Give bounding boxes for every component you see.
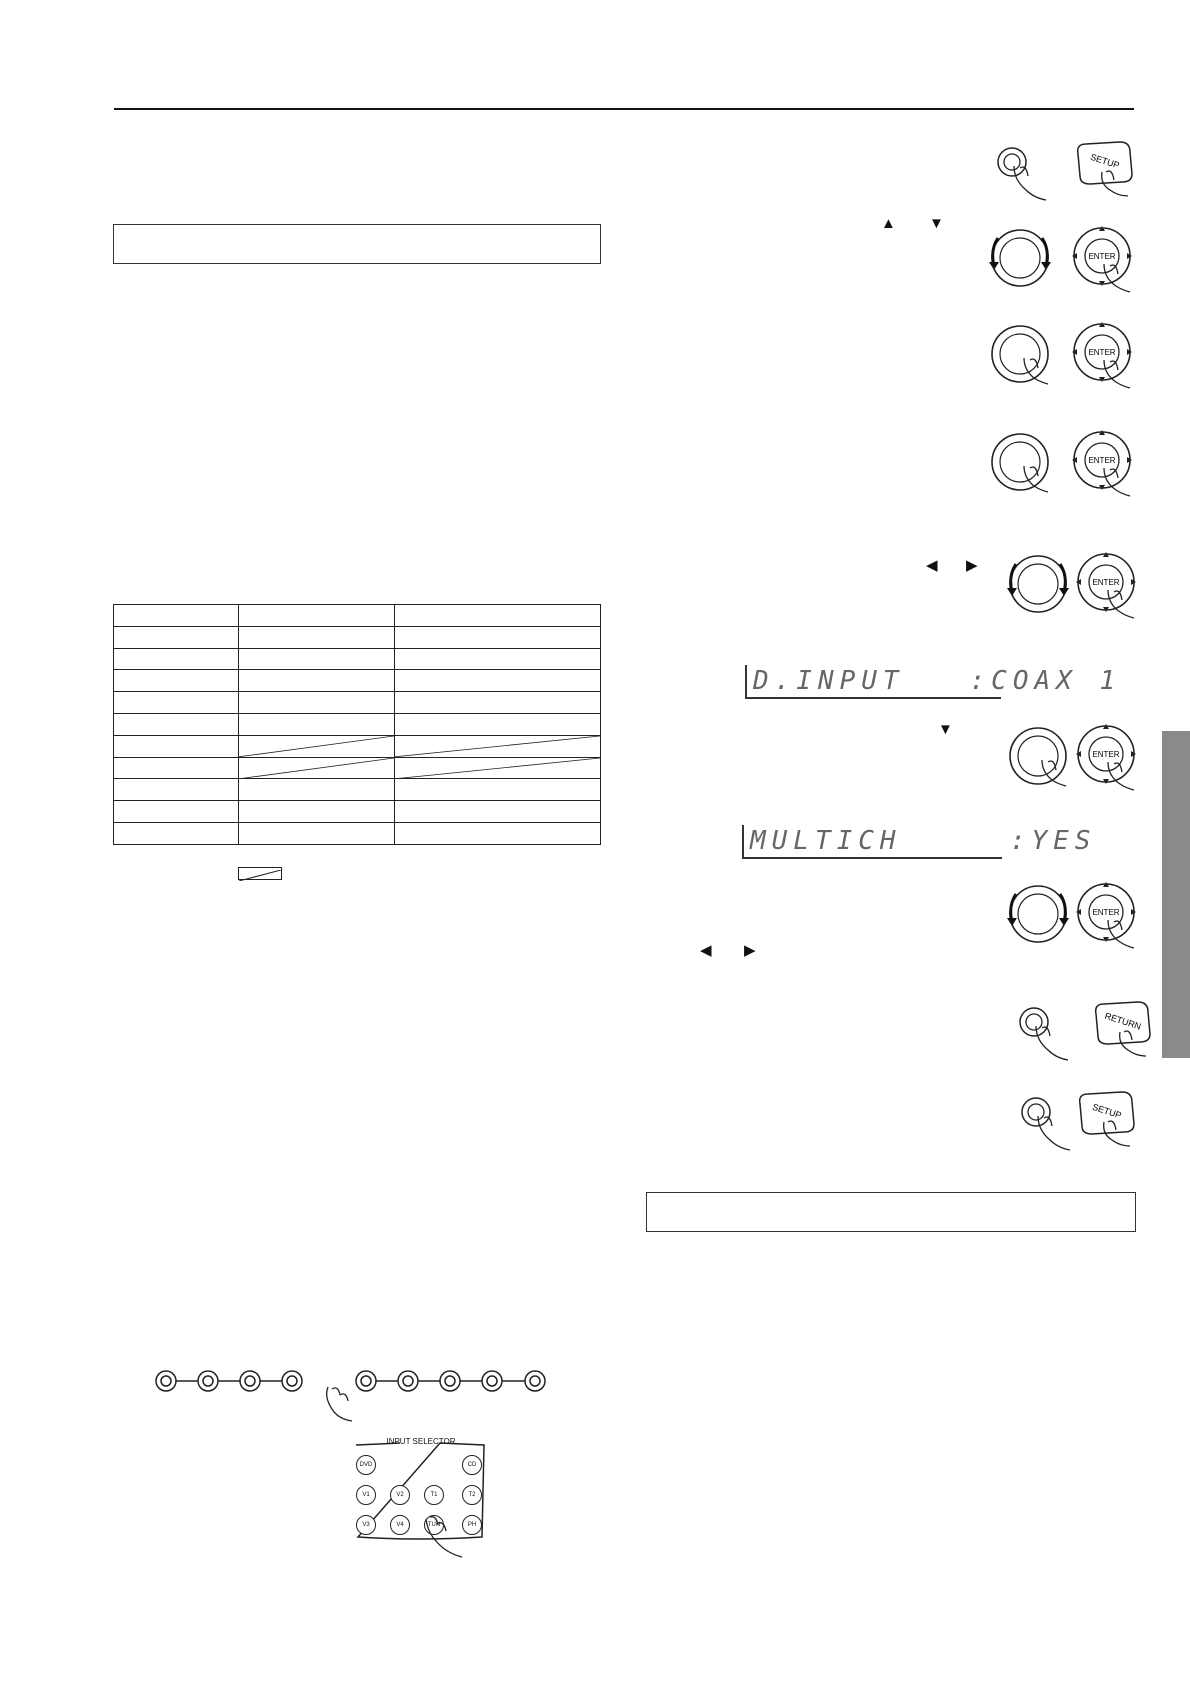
- table-cell: [239, 670, 395, 692]
- table-cell: [239, 779, 395, 801]
- input-selector-button-v2[interactable]: V2: [390, 1485, 410, 1505]
- table-cell: [395, 822, 601, 844]
- remote-input-selector: [352, 1437, 488, 1545]
- table-cell: [114, 626, 239, 648]
- right-arrow-icon: ▶: [966, 557, 978, 574]
- table-cell: [395, 713, 601, 735]
- table-cell: [114, 605, 239, 627]
- table-cell: [114, 692, 239, 714]
- table-row: [114, 648, 601, 670]
- table-cell: [114, 757, 239, 779]
- svg-text:SETUP: SETUP: [1091, 1101, 1123, 1121]
- remote-arrow-enter-pad[interactable]: [1074, 550, 1140, 620]
- table-cell: [395, 779, 601, 801]
- input-selector-button-t2[interactable]: T2: [462, 1485, 482, 1505]
- table-row: [114, 735, 601, 757]
- table-row: [114, 605, 601, 627]
- table-row: [114, 713, 601, 735]
- table-cell: [239, 735, 395, 757]
- table-row: [114, 822, 601, 844]
- table-cell: [239, 605, 395, 627]
- table-row: [114, 757, 601, 779]
- lcd-display-digital-input: D.INPUT :COAX 1: [745, 665, 1001, 699]
- remote-return-button[interactable]: [1090, 998, 1156, 1058]
- right-section-heading-box: [646, 1192, 1136, 1232]
- table-cell: [114, 822, 239, 844]
- table-cell: [395, 801, 601, 823]
- receiver-multi-jog-dial[interactable]: [988, 226, 1054, 292]
- table-cell: [239, 648, 395, 670]
- remote-arrow-enter-pad[interactable]: [1070, 428, 1136, 498]
- input-selector-button-v4[interactable]: V4: [390, 1515, 410, 1535]
- table-cell: [114, 713, 239, 735]
- table-cell: [239, 801, 395, 823]
- remote-setup-button[interactable]: [1072, 138, 1138, 198]
- table-cell: [114, 801, 239, 823]
- svg-text:SETUP: SETUP: [1089, 151, 1121, 171]
- table-cell: [239, 692, 395, 714]
- lcd-display-multichannel: MULTICH :YES: [742, 825, 1002, 859]
- input-selector-button-cd[interactable]: CD: [462, 1455, 482, 1475]
- table-cell: [395, 735, 601, 757]
- table-cell: [114, 648, 239, 670]
- header-rule: [114, 108, 1134, 110]
- svg-text:ENTER: ENTER: [1092, 908, 1120, 917]
- not-applicable-legend-swatch: [238, 867, 282, 880]
- table-cell: [239, 626, 395, 648]
- receiver-setup-button[interactable]: [1014, 1090, 1080, 1154]
- front-panel-input-buttons: [150, 1365, 550, 1425]
- input-selector-button-tun[interactable]: TUN: [424, 1515, 444, 1535]
- input-assignment-table: [113, 604, 601, 845]
- svg-text:RETURN: RETURN: [1103, 1010, 1143, 1032]
- remote-setup-button[interactable]: [1074, 1088, 1140, 1148]
- input-selector-button-t1[interactable]: T1: [424, 1485, 444, 1505]
- section-heading-box: [113, 224, 601, 264]
- svg-text:ENTER: ENTER: [1088, 456, 1116, 465]
- input-selector-button-dvd[interactable]: DVD: [356, 1455, 376, 1475]
- table-row: [114, 626, 601, 648]
- table-cell: [395, 757, 601, 779]
- table-row: [114, 692, 601, 714]
- table-cell: [395, 648, 601, 670]
- remote-arrow-enter-pad[interactable]: [1074, 722, 1140, 792]
- table-row: [114, 801, 601, 823]
- remote-arrow-enter-pad[interactable]: [1070, 224, 1136, 294]
- remote-arrow-enter-pad[interactable]: [1070, 320, 1136, 390]
- down-arrow-icon: ▼: [929, 215, 944, 232]
- receiver-multi-jog-dial[interactable]: [1006, 552, 1072, 618]
- table-cell: [114, 670, 239, 692]
- table-row: [114, 670, 601, 692]
- table-cell: [239, 713, 395, 735]
- receiver-setup-button[interactable]: [990, 140, 1056, 204]
- input-selector-button-v1[interactable]: V1: [356, 1485, 376, 1505]
- table-cell: [114, 735, 239, 757]
- receiver-multi-jog-dial[interactable]: [988, 430, 1054, 496]
- table-cell: [395, 626, 601, 648]
- section-index-tab: [1162, 731, 1190, 1058]
- table-cell: [395, 692, 601, 714]
- receiver-multi-jog-dial[interactable]: [988, 322, 1054, 388]
- svg-text:ENTER: ENTER: [1092, 578, 1120, 587]
- table-cell: [114, 779, 239, 801]
- svg-text:ENTER: ENTER: [1092, 750, 1120, 759]
- left-arrow-icon: ◀: [926, 557, 938, 574]
- table-cell: [395, 605, 601, 627]
- right-arrow-icon: ▶: [744, 942, 756, 959]
- svg-text:ENTER: ENTER: [1088, 348, 1116, 357]
- down-arrow-icon: ▼: [938, 721, 953, 738]
- receiver-multi-jog-dial[interactable]: [1006, 882, 1072, 948]
- table-cell: [239, 822, 395, 844]
- up-arrow-icon: ▲: [881, 215, 896, 232]
- input-selector-title: INPUT SELECTOR: [386, 1437, 456, 1446]
- table-cell: [395, 670, 601, 692]
- table-row: [114, 779, 601, 801]
- receiver-return-button[interactable]: [1012, 1000, 1078, 1064]
- left-arrow-icon: ◀: [700, 942, 712, 959]
- receiver-multi-jog-dial[interactable]: [1006, 724, 1072, 790]
- svg-text:ENTER: ENTER: [1088, 252, 1116, 261]
- table-cell: [239, 757, 395, 779]
- input-selector-button-v3[interactable]: V3: [356, 1515, 376, 1535]
- remote-arrow-enter-pad[interactable]: [1074, 880, 1140, 950]
- input-selector-button-ph[interactable]: PH: [462, 1515, 482, 1535]
